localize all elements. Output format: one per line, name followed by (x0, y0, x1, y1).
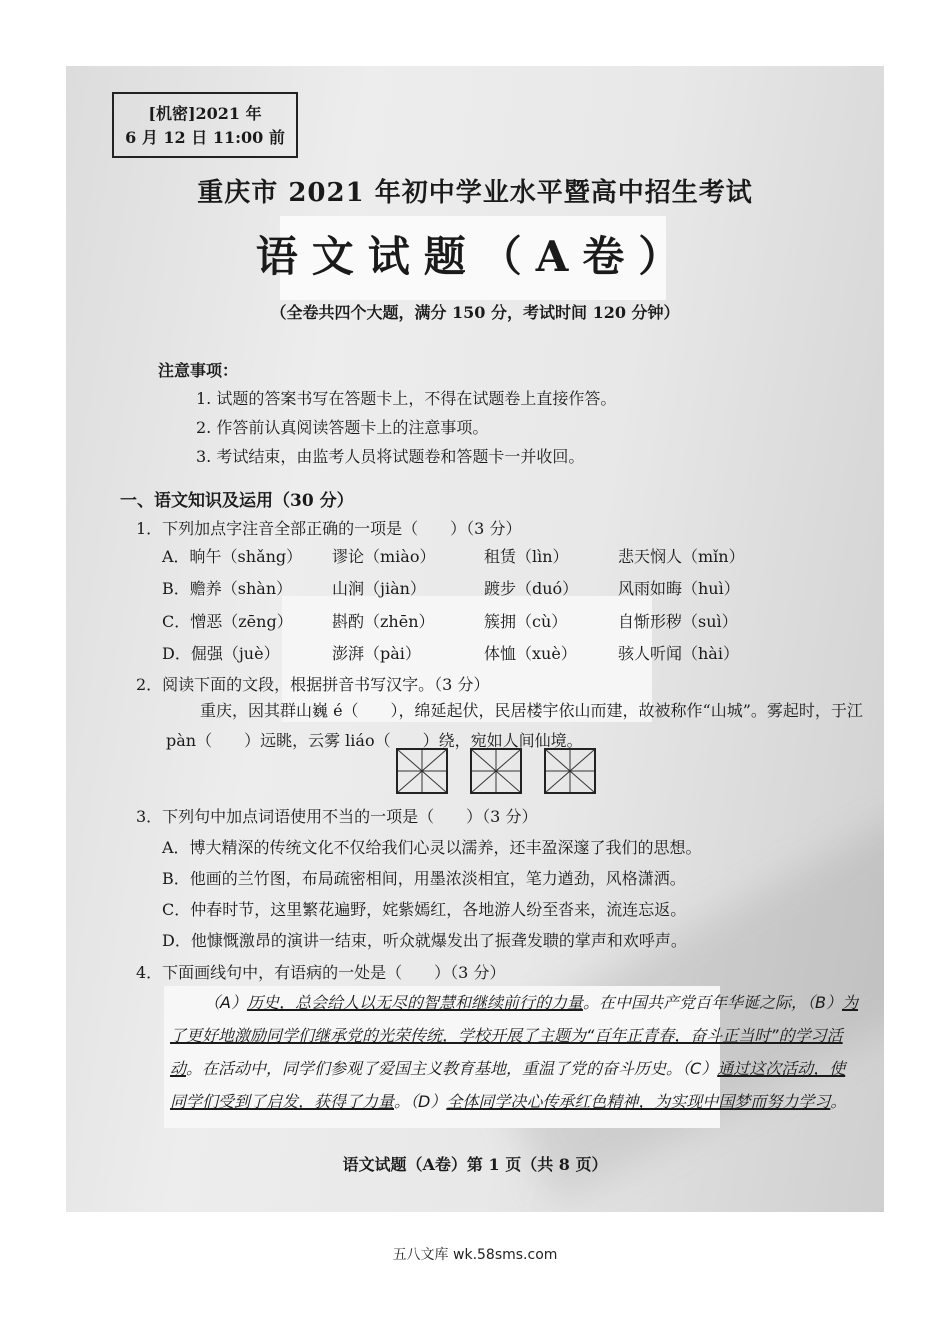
character-grid-box[interactable] (396, 748, 448, 794)
option-cell: 体恤（xuè） (484, 644, 577, 663)
notice-item: 3. 考试结束，由监考人员将试题卷和答题卡一并收回。 (196, 447, 585, 466)
option-cell: 自惭形秽（suì） (618, 612, 738, 631)
question-2-stem: 2．阅读下面的文段，根据拼音书写汉字。（3 分） (136, 675, 490, 694)
underlined-segment-d: 全体同学决心传承红色精神，为实现中国梦而努力学习 (446, 1092, 831, 1111)
question-1-option-row (162, 544, 802, 572)
question-4-stem: 4．下面画线句中，有语病的一处是（ ）（3 分） (136, 963, 506, 982)
question-1-option-row (162, 609, 802, 637)
underlined-segment-a: 历史，总会给人以无尽的智慧和继续前行的力量 (246, 993, 583, 1012)
passage-text: 。在活动中，同学们参观了爱国主义教育基地，重温了党的奋斗历史。 (186, 1059, 683, 1078)
question-4-passage (170, 986, 860, 1118)
scanned-page (66, 66, 884, 1212)
option-cell: 踱步（duó） (484, 579, 579, 598)
question-3-option: A．博大精深的传统文化不仅给我们心灵以濡养，还丰盈深邃了我们的思想。 (162, 838, 702, 857)
segment-label-d: （D） (410, 1092, 447, 1111)
notice-title: 注意事项： (158, 361, 239, 380)
option-cell: A．晌午（shǎng） (162, 547, 303, 566)
grid-lines-icon (472, 750, 520, 792)
question-3-stem: 3．下列句中加点词语使用不当的一项是（ ）（3 分） (136, 807, 538, 826)
confidential-line1: [机密]2021 年 (148, 104, 262, 123)
notice-list (196, 384, 616, 471)
question-2-text: 重庆，因其群山巍 é（ ），绵延起伏，民居楼宇依山而建，故被称作“山城”。雾起时，于江 pàn（ ）远眺，云雾 liáo（ ）绕，宛如人间仙境。 (166, 701, 863, 750)
passage-text: 。 (394, 1092, 411, 1111)
segment-label-b: （B） (806, 993, 842, 1012)
question-1-stem: 1．下列加点字注音全部正确的一项是（ ）（3 分） (136, 519, 522, 538)
option-cell: B．赡养（shàn） (162, 579, 293, 598)
section-title: 一、语文知识及运用（30 分） (120, 491, 354, 511)
exam-title: 重庆市 2021 年初中学业水平暨高中招生考试 (197, 178, 753, 208)
page-footer: 语文试题（A卷）第 1 页（共 8 页） (342, 1155, 608, 1174)
grid-lines-icon (546, 750, 594, 792)
character-grid-box[interactable] (470, 748, 522, 794)
option-cell: C．憎恶（zēng） (162, 612, 293, 631)
notice-item: 2. 作答前认真阅读答题卡上的注意事项。 (196, 418, 489, 437)
question-1-option-row (162, 576, 802, 604)
underlined-segment-b: 为了更好地激励同学们继承党的光荣传统，学校开展了主题为“百年正青春，奋斗正当时”的学习活动 (170, 993, 858, 1078)
option-cell: 悲天悯人（mǐn） (618, 547, 745, 566)
option-cell: 山涧（jiàn） (332, 579, 426, 598)
option-cell: 租赁（lìn） (484, 547, 569, 566)
watermark: 五八文库 wk.58sms.com (392, 1247, 558, 1263)
exam-info: （全卷共四个大题，满分 150 分，考试时间 120 分钟） (270, 303, 680, 322)
question-1-option-row (162, 641, 802, 669)
underlined-segment-c: 通过这次活动，使同学们受到了启发，获得了力量 (170, 1059, 846, 1111)
option-cell: 澎湃（pài） (332, 644, 421, 663)
confidential-line2: 6 月 12 日 11:00 前 (125, 128, 285, 147)
character-grid-box[interactable] (544, 748, 596, 794)
question-3-option: B．他画的兰竹图，布局疏密相间，用墨浓淡相宜，笔力遒劲，风格潇洒。 (162, 869, 686, 888)
option-cell: 谬论（miào） (332, 547, 436, 566)
confidential-stamp (112, 92, 298, 158)
question-3-option: D．他慷慨激昂的演讲一结束，听众就爆发出了振聋发聩的掌声和欢呼声。 (162, 931, 687, 950)
option-cell: D．倔强（juè） (162, 644, 280, 663)
option-cell: 簇拥（cù） (484, 612, 568, 631)
option-cell: 风雨如晦（huì） (618, 579, 740, 598)
passage-text: 。 (830, 1092, 847, 1111)
option-cell: 斟酌（zhēn） (332, 612, 435, 631)
grid-lines-icon (398, 750, 446, 792)
question-3-option: C．仲春时节，这里繁花遍野，姹紫嫣红，各地游人纷至沓来，流连忘返。 (162, 900, 687, 919)
passage-text: 。在中国共产党百年华诞之际， (582, 993, 807, 1012)
segment-label-a: （A） (204, 993, 247, 1012)
option-cell: 骇人听闻（hài） (618, 644, 739, 663)
subject-title: 语文试题（A卷） (255, 232, 695, 281)
notice-item: 1. 试题的答案书写在答题卡上，不得在试题卷上直接作答。 (196, 389, 617, 408)
question-3-options (162, 832, 702, 956)
segment-label-c: （C） (682, 1059, 718, 1078)
